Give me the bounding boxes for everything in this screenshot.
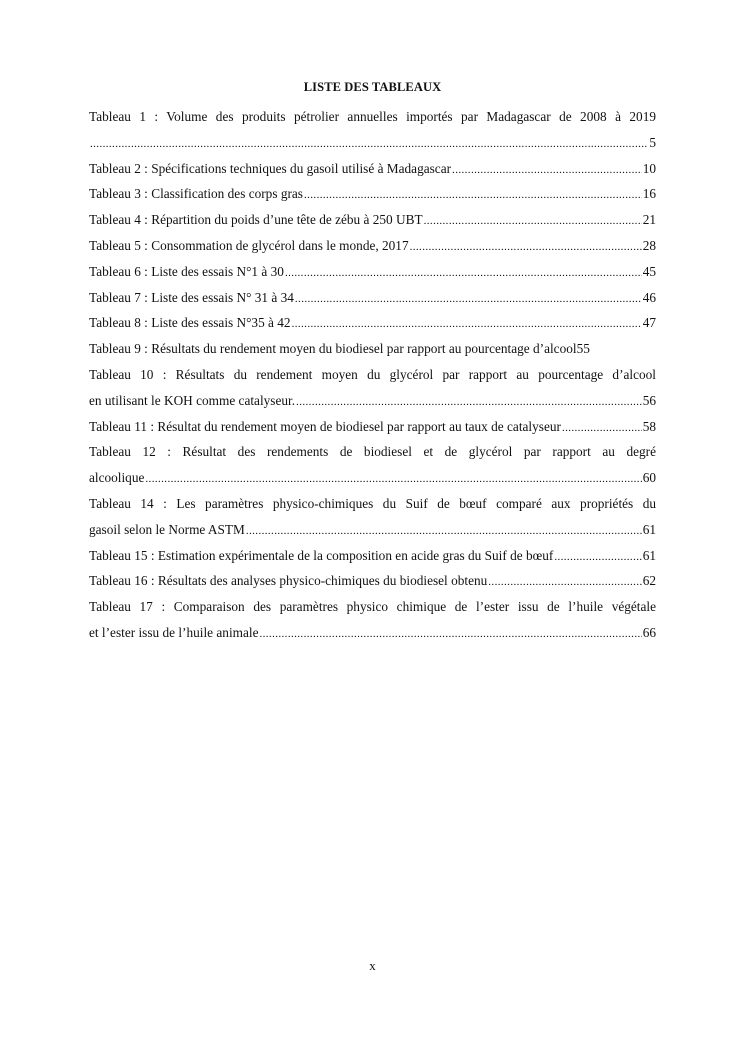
toc-entry-title: Tableau 12 : Résultat des rendements de biodiesel et de glycérol par rapport au degré <box>89 444 656 460</box>
toc-entry-title: Tableau 7 : Liste des essais N° 31 à 34 <box>89 289 294 305</box>
toc-entry[interactable] <box>89 259 656 285</box>
dot-leader <box>424 207 642 233</box>
toc-page-number: 62 <box>642 573 656 589</box>
toc-page-number: 10 <box>642 160 656 176</box>
toc-page-number: 47 <box>642 315 656 331</box>
toc-page-number: 5 <box>649 134 656 150</box>
toc-entry[interactable] <box>89 310 656 336</box>
dot-leader <box>554 543 641 569</box>
page-title: LISTE DES TABLEAUX <box>303 80 442 94</box>
toc-page-number: 56 <box>642 392 656 408</box>
toc-entry-title: Tableau 16 : Résultats des analyses physico-chimiques du biodiesel obtenu <box>89 573 488 589</box>
toc-entry[interactable] <box>89 568 656 594</box>
toc-entry-title: Tableau 3 : Classification des corps gras <box>89 186 303 202</box>
dot-leader <box>296 388 642 414</box>
dot-leader <box>488 568 641 594</box>
toc-entry-title: Tableau 5 : Consommation de glycérol dans le monde, 2017 <box>89 237 409 253</box>
toc-entry-title: Tableau 10 : Résultats du rendement moyen du glycérol par rapport au pourcentage d’alcool <box>89 366 656 382</box>
toc-entry-title: Tableau 2 : Spécifications techniques du gasoil utilisé à Madagascar <box>89 160 452 176</box>
toc-entry[interactable] <box>89 181 656 207</box>
toc-entry-title: Tableau 14 : Les paramètres physico-chimiques du Suif de bœuf comparé aux propriétés du <box>89 495 656 511</box>
dot-leader <box>90 130 648 156</box>
dot-leader <box>292 310 642 336</box>
toc-entry-line <box>89 362 656 388</box>
dot-leader <box>285 259 642 285</box>
toc-page-number: 60 <box>642 470 656 486</box>
toc-entry-line <box>89 439 656 465</box>
toc-page-number: 21 <box>642 212 656 228</box>
toc-entry[interactable] <box>89 156 656 182</box>
table-list <box>89 104 656 646</box>
toc-entry-title: alcoolique <box>89 470 145 486</box>
toc-entry[interactable] <box>89 285 656 311</box>
toc-entry-title: gasoil selon le Norme ASTM <box>89 521 245 537</box>
toc-entry-title: Tableau 1 : Volume des produits pétrolier annuelles importés par Madagascar de 2008 à 2019 <box>89 109 656 124</box>
toc-entry-title: en utilisant le KOH comme catalyseur. <box>89 392 296 408</box>
dot-leader <box>295 285 642 311</box>
toc-entry-line <box>89 594 656 620</box>
toc-page-number: 61 <box>642 521 656 537</box>
dot-leader <box>562 414 642 440</box>
toc-entry[interactable] <box>89 207 656 233</box>
toc-entry-title: Tableau 9 : Résultats du rendement moyen du biodiesel par rapport au pourcentage d’alcool55 <box>89 341 590 357</box>
toc-entry[interactable] <box>89 517 656 543</box>
toc-entry[interactable] <box>89 620 656 646</box>
toc-entry-title: Tableau 15 : Estimation expérimentale de la composition en acide gras du Suif de bœuf <box>89 547 554 563</box>
dot-leader <box>410 233 642 259</box>
dot-leader <box>304 181 642 207</box>
toc-entry[interactable] <box>89 543 656 569</box>
toc-page-number: 61 <box>642 547 656 563</box>
toc-entry-title: et l’ester issu de l’huile animale <box>89 624 259 640</box>
toc-entry[interactable] <box>89 414 656 440</box>
dot-leader <box>246 517 642 543</box>
dot-leader <box>452 156 642 182</box>
toc-page-number: 45 <box>642 263 656 279</box>
toc-page-number: 58 <box>642 418 656 434</box>
dot-leader <box>145 465 641 491</box>
toc-entry[interactable] <box>89 233 656 259</box>
toc-page-number: 16 <box>642 186 656 202</box>
toc-page-number: 28 <box>642 237 656 253</box>
toc-entry[interactable] <box>89 388 656 414</box>
toc-entry-title: Tableau 6 : Liste des essais N°1 à 30 <box>89 263 284 279</box>
toc-entry[interactable] <box>89 130 656 156</box>
toc-entry-line <box>89 104 656 130</box>
toc-page-number: 46 <box>642 289 656 305</box>
toc-entry-title: Tableau 4 : Répartition du poids d’une tête de zébu à 250 UBT <box>89 212 423 228</box>
toc-entry-title: Tableau 17 : Comparaison des paramètres physico chimique de l’ester issu de l’huile végétale <box>89 599 656 615</box>
toc-entry-line <box>89 491 656 517</box>
toc-entry[interactable] <box>89 336 656 362</box>
dot-leader <box>259 620 641 646</box>
toc-entry[interactable] <box>89 465 656 491</box>
toc-page-number: 66 <box>642 624 656 640</box>
toc-entry-title: Tableau 8 : Liste des essais N°35 à 42 <box>89 315 291 331</box>
page-number: x <box>369 958 376 973</box>
toc-entry-title: Tableau 11 : Résultat du rendement moyen de biodiesel par rapport au taux de catalyseur <box>89 418 561 434</box>
